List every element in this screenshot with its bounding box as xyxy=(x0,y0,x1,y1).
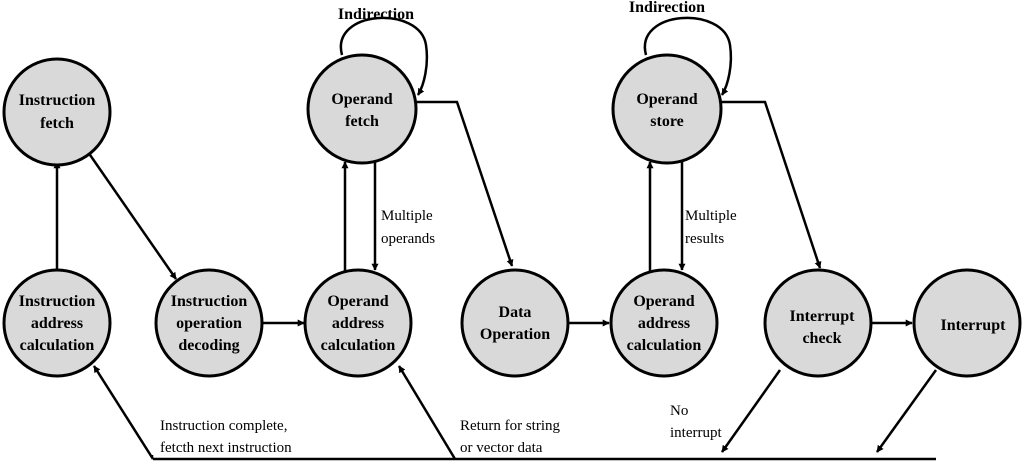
node-operand-address-calculation-1 xyxy=(305,270,411,376)
node-label-line: address xyxy=(331,315,385,332)
node-interrupt xyxy=(914,270,1020,376)
indirection-label-2: Indirection xyxy=(628,0,706,16)
multiple-results-label: results xyxy=(685,231,725,247)
node-label-line: Instruction xyxy=(18,293,96,310)
node-label-line: calculation xyxy=(320,337,396,354)
node-label-line: check xyxy=(802,330,842,347)
node-label-line: Operand xyxy=(636,91,698,108)
node-label-line: decoding xyxy=(178,337,240,354)
instruction-complete-label: Instruction complete, xyxy=(160,418,288,434)
node-label-line: Operand xyxy=(331,91,393,108)
edge-os-to-ic xyxy=(720,102,820,268)
node-label-line: fetch xyxy=(40,115,74,132)
node-instruction-fetch xyxy=(4,59,110,165)
node-label-line: address xyxy=(637,315,691,332)
node-label-line: Operand xyxy=(633,293,695,310)
return-for-string-label: or vector data xyxy=(460,440,543,456)
multiple-operands-label: operands xyxy=(381,231,436,247)
node-interrupt-check xyxy=(765,270,871,376)
node-label-line: calculation xyxy=(626,337,702,354)
node-label-line: Operand xyxy=(327,293,389,310)
node-label-line: Instruction xyxy=(18,92,96,109)
edge-interrupt-to-bus xyxy=(877,370,936,452)
multiple-operands-label: Multiple xyxy=(381,208,433,224)
node-instruction-address-calculation xyxy=(4,270,110,376)
node-label-line: operation xyxy=(176,315,242,332)
indirection-label-1: Indirection xyxy=(337,6,415,23)
edge-bus-to-iac xyxy=(94,366,153,459)
no-interrupt-label: interrupt xyxy=(670,425,722,441)
node-label-line: calculation xyxy=(19,337,95,354)
multiple-results-label: Multiple xyxy=(685,208,737,224)
return-for-string-label: Return for string xyxy=(460,418,560,434)
no-interrupt-label: No xyxy=(670,403,689,419)
edge-ic-no-interrupt xyxy=(722,370,780,452)
node-label-line: address xyxy=(30,315,84,332)
node-label-line: fetch xyxy=(345,113,379,130)
edge-bus-to-oac1 xyxy=(399,366,455,459)
node-label-line: Data xyxy=(498,304,532,321)
node-label-line: Interrupt xyxy=(940,317,1006,334)
node-label-line: store xyxy=(650,113,684,130)
node-label-line: Operation xyxy=(479,326,551,343)
edge-if-to-iod xyxy=(88,152,176,279)
instruction-complete-label: fetcth next instruction xyxy=(160,440,292,456)
node-operand-store xyxy=(613,55,721,163)
node-label-line: Interrupt xyxy=(789,308,855,325)
node-data-operation xyxy=(462,270,568,376)
node-instruction-operation-decoding xyxy=(156,270,262,376)
node-label-line: Instruction xyxy=(170,293,248,310)
edges xyxy=(57,18,936,459)
node-operand-address-calculation-2 xyxy=(611,270,717,376)
node-operand-fetch xyxy=(308,55,416,163)
